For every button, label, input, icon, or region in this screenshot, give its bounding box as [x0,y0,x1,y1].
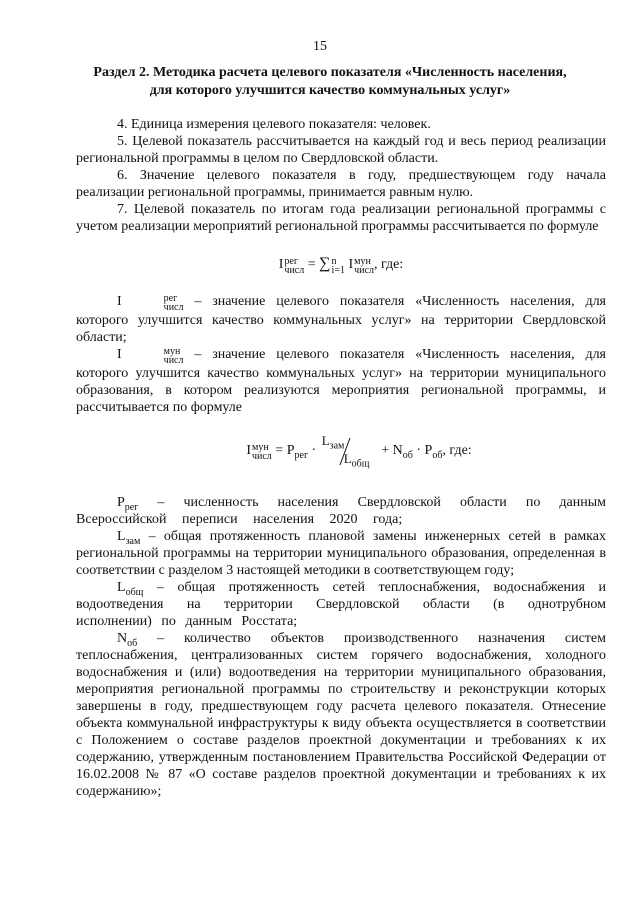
formula-symbol: P [424,443,433,458]
formula-subscript: об [432,449,443,461]
definition-text: – значение целевого показателя «Численность населения, для которого улучшится качество коммунальных услуг» на территории муниципального образования, в котором реализуются мероприятия региональной программы, и рассчитывается по формуле [76,347,606,415]
fraction-numerator [321,432,345,452]
sum-lower-limit: i=1 [331,265,345,276]
definition-symbol: P [117,495,125,510]
formula-equals: = [307,257,316,272]
formula-indices [284,257,304,275]
formula-subscript: об [402,449,413,461]
formula-regional [76,255,606,275]
numerator-subscript: зам [329,440,345,452]
formula-superscript: мун [251,442,269,453]
definition-i-reg [76,293,606,346]
numerator-symbol: L [321,433,330,448]
formula-subscript: рег [294,449,309,461]
definition-subscript: зам [125,535,141,547]
definition-l-zam [76,528,606,579]
definition-subscript: числ [163,355,184,366]
formula-symbol: I [278,257,284,272]
definition-superscript: рег [163,293,178,304]
definition-subscript: общ [125,586,144,598]
formula-municipal [94,433,624,470]
formula-indices [354,257,374,275]
formula-equals: = [275,443,284,458]
item-7: 7. Целевой показатель по итогам года реализации региональной программы с учетом реализации мероприятий региональной программы рассчитывается по формуле [76,202,606,234]
section-heading-line-2: для которого улучшится качество коммунальных услуг» [149,83,511,98]
denominator-subscript: общ [351,458,370,470]
formula-multiply: · [416,443,422,458]
formula-superscript: рег [284,256,298,267]
definition-text: – общая протяженность сетей теплоснабжения, водоснабжения и водоотведения на территории Свердловской области (в однотрубном исполнении) по данным Росстата; [76,580,606,629]
formula-subscript: числ [284,265,305,276]
definition-subscript: числ [163,302,184,313]
definition-n-ob [76,630,606,800]
formula-symbol: N [392,443,403,458]
sum-limits [332,257,345,275]
item-5: 5. Целевой показатель рассчитывается на каждый год и весь период реализации региональной программы в целом по Свердловской области. [76,134,606,166]
item-4: 4. Единица измерения целевого показателя: человек. [117,117,431,132]
formula-plus: + [381,443,390,458]
definition-symbol: I [117,294,122,309]
page-number: 15 [313,39,327,54]
definition-indices [123,294,184,312]
section-heading [60,64,600,100]
formula-sum-sign: ∑ [319,255,331,272]
formula-superscript: мун [354,256,371,267]
definition-symbol: L [117,580,126,595]
formula-indices [252,443,272,461]
definition-symbol: L [117,529,126,544]
definition-symbol: N [117,631,128,646]
formula-subscript: числ [251,451,272,462]
formula-symbol: P [286,443,295,458]
definition-text: – общая протяженность плановой замены инженерных сетей в рамках региональной программы на территории муниципального образования, определенная в соответствии с разделом 3 настоящей методики в соответствующем году; [76,529,606,578]
formula-tail: , где: [373,257,404,272]
definition-text: – количество объектов производственного назначения систем теплоснабжения, централизованных систем горячего водоснабжения, холодного водоснабжения и (или) водоотведения на территории муниципального образования, мероприятия региональной программы по строительству и реконструкции которых завершены в году, предшествующем году расчета целевого показателя. Отнесение объекта коммунальной инфраструктуры к виду объекта осуществляется в соответствии с Положением о составе разделов проектной документации и требованиях к их содержанию, утвержденным постановлением Правительства Российской Федерации от 16.02.2008 № 87 «О составе разделов проектной документации и требованиях к их содержанию»; [76,631,606,799]
definition-subscript: об [127,637,138,649]
definition-l-obsh [76,579,606,630]
formula-symbol: I [348,257,354,272]
formula-subscript: числ [354,265,374,276]
definition-symbol: I [117,347,122,362]
definition-indices [123,347,184,365]
sum-upper-limit: n [331,256,337,267]
fraction-denominator [343,450,370,470]
denominator-symbol: L [343,451,352,466]
definition-subscript: рег [124,501,139,513]
document-body [76,116,606,800]
definition-i-mun [76,346,606,416]
definition-text: – численность населения Свердловской области по данным Всероссийской переписи населения 2020 года; [76,495,606,527]
definition-p-reg [76,494,606,528]
definition-superscript: мун [163,346,181,357]
formula-symbol: I [246,443,251,458]
formula-fraction [320,433,378,470]
definition-text: – значение целевого показателя «Численность населения, для которого улучшится качество коммунальных услуг» на территории Свердловской области; [76,294,606,345]
formula-multiply: · [311,443,317,458]
section-heading-line-1: Раздел 2. Методика расчета целевого показателя «Численность населения, [93,65,567,80]
item-6: 6. Значение целевого показателя в году, предшествующем году начала реализации региональной программы, принимается равным нулю. [76,168,606,200]
formula-tail: , где: [442,443,472,458]
